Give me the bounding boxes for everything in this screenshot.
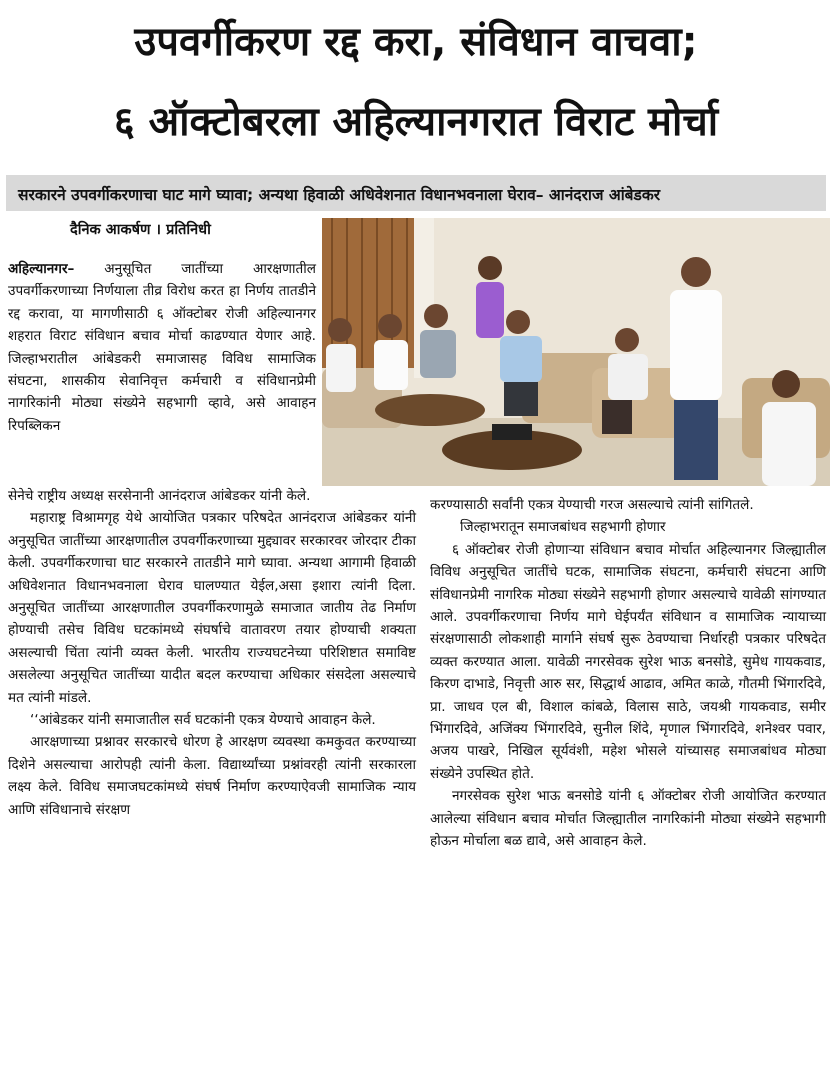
- article-column-left-top: [8, 258, 316, 437]
- headline-line1: उपवर्गीकरण रद्द करा, संविधान वाचवा;: [134, 19, 698, 65]
- article-column-right: [430, 494, 826, 853]
- article-subheading: जिल्हाभरातून समाजबांधव सहभागी होणार: [460, 519, 666, 536]
- press-conference-photo: [322, 218, 830, 486]
- article-paragraph: नगरसेवक सुरेश भाऊ बनसोडे यांनी ६ ऑक्टोबर रोजी आयोजित करण्यात आलेल्या संविधान बचाव मोर्चात जिल्ह्यातील नागरिकांनी मोठ्या संख्येने सहभागी होऊन मोर्चाला बळ द्यावे, असे आवाहन केले.: [430, 788, 826, 850]
- article-paragraph: आरक्षणाच्या प्रश्नावर सरकारचे धोरण हे आरक्षण व्यवस्था कमकुवत करण्याच्या दिशेने असल्याचा आरोपही त्यांनी केला. विद्यार्थ्यांच्या प्रश्नांवरही त्यांनी सरकारला लक्ष्य केले. विविध समाजघटकांमध्ये संघर्ष निर्माण करण्याऐवजी सामाजिक न्याय आणि संविधानाचे संरक्षण: [8, 734, 416, 818]
- article-paragraph: ‘‘आंबेडकर यांनी समाजातील सर्व घटकांनी एकत्र येण्याचे आवाहन केले.: [30, 712, 376, 729]
- article-paragraph: ६ ऑक्टोबर रोजी होणाऱ्या संविधान बचाव मोर्चात अहिल्यानगर जिल्ह्यातील विविध अनुसूचित जातींचे घटक, सामाजिक संघटना, कर्मचारी संघटना आणि संविधानप्रेमी नागरिक मोठ्या संख्येने सहभागी होणार असल्याचे यावेळी सांगण्यात आले. उपवर्गीकरणाचा निर्णय मागे घेईपर्यंत संविधान व सामाजिक न्यायाच्या संरक्षणासाठी लोकशाही मार्गाने संघर्ष सुरू ठेवण्याचा निर्धारही पत्रकार परिषदेत व्यक्त करण्यात आला. यावेळी नगरसेवक सुरेश भाऊ बनसोडे, सुमेध गायकवाड, किरण दाभाडे, निवृत्ती आरु सर, सिद्धार्थ आढाव, अमित काळे, गौतमी भिंगारदिवे, प्रा. जाधव एल बी, विशाल कांबळे, विलास साठे, जयश्री गायकवाड, समीर भिंगारदिवे, अजिंक्य भिंगारदिवे, सुनील शिंदे, मृणाल भिंगारदिवे, शनेश्वर पवार, अजय पाखरे, निखिल सूर्यवंशी, महेश भोसले यांच्यासह समाजबांधव मोठ्या संख्येने उपस्थित होते.: [430, 541, 826, 782]
- article-paragraph: करण्यासाठी सर्वांनी एकत्र येण्याची गरज असल्याचे त्यांनी सांगितले.: [430, 497, 754, 513]
- headline-line2: ६ ऑक्टोबरला अहिल्यानगरात विराट मोर्चा: [113, 99, 719, 145]
- article-paragraph: सेनेचे राष्ट्रीय अध्यक्ष सरसेनानी आनंदराज आंबेडकर यांनी केले.: [8, 488, 311, 504]
- article-paragraph: अनुसूचित जातींच्या आरक्षणातील उपवर्गीकरणाच्या निर्णयाला तीव्र विरोध करत हा निर्णय तातडीने रद्द करावा, या मागणीसाठी ६ ऑक्टोबर रोजी अहिल्यानगर शहरात विराट संविधान बचाव मोर्चा काढण्यात येणार आहे. जिल्हाभरातील आंबेडकरी समाजासह विविध सामाजिक संघटना, शासकीय सेवानिवृत्त कर्मचारी व संविधानप्रेमी नागरिकांनी मोठ्या संख्येने सहभागी व्हावे, असे आवाहन रिपब्लिकन: [8, 261, 316, 434]
- article-column-left-bottom: [8, 485, 416, 821]
- subheadline: सरकारने उपवर्गीकरणाचा घाट मागे घ्यावा; अन्यथा हिवाळी अधिवेशनात विधानभवनाला घेराव– आनंदराज आंबेडकर: [18, 186, 661, 204]
- byline: दैनिक आकर्षण । प्रतिनिधी: [70, 222, 211, 238]
- photo-illustration: [322, 218, 830, 486]
- subheadline-bar: [6, 175, 826, 211]
- dateline: अहिल्यानगर–: [8, 261, 75, 277]
- article-paragraph: महाराष्ट्र विश्रामगृह येथे आयोजित पत्रकार परिषदेत आनंदराज आंबेडकर यांनी अनुसूचित जातींच्या आरक्षणातील उपवर्गीकरणाच्या मुद्द्यावर सरकारवर जोरदार टीका केली. उपवर्गीकरणाचा घाट सरकारने तातडीने मागे घ्यावा. अन्यथा आगामी हिवाळी अधिवेशनात विधानभवनाला घेराव घालण्यात येईल,असा इशारा त्यांनी दिला. अनुसूचित जातींच्या आरक्षणातील उपवर्गीकरणामुळे समाजात जातीय तेढ निर्माण होण्याची तसेच विविध घटकांमध्ये संघर्षाचे वातावरण तयार होण्याची शक्यता असल्याची चिंता त्यांनी व्यक्त केली. भारतीय राज्यघटनेच्या परिशिष्टात समाविष्ट असलेल्या अनुसूचित जातींच्या यादीत बदल करण्याचा अधिकार संसदेला असल्याचे मत त्यांनी मांडले.: [8, 510, 416, 706]
